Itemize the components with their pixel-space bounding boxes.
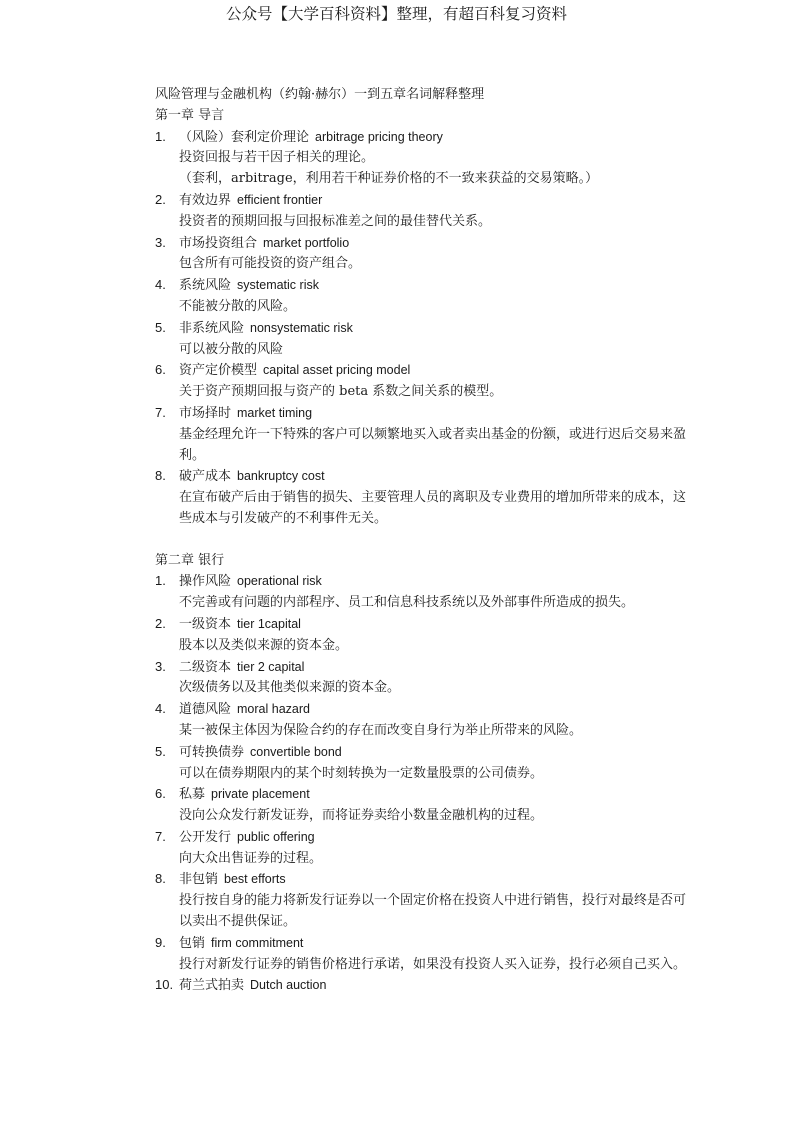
chapter-heading: 第二章 银行	[155, 552, 225, 568]
list-item	[155, 784, 695, 827]
item-number: 9.	[155, 934, 166, 950]
term-english: bankruptcy cost	[237, 469, 325, 484]
term-chinese: 操作风险	[179, 574, 232, 590]
term-chinese: 包销	[179, 935, 206, 951]
term-line	[179, 275, 695, 297]
term-definition: （套利，arbitrage，利用若干种证券价格的不一致来获益的交易策略。）	[179, 171, 599, 187]
term-definition: 投行按自身的能力将新发行证券以一个固定价格在投资人中进行销售，投行对最终是否可以卖出不提供保证。	[179, 893, 687, 930]
term-chinese: 荷兰式拍卖	[179, 978, 245, 994]
term-chinese: 市场投资组合	[179, 235, 258, 251]
list-item	[155, 614, 695, 657]
item-number: 8.	[155, 871, 166, 887]
term-line	[179, 933, 695, 955]
term-definition: 投行对新发行证券的销售价格进行承诺，如果没有投资人买入证券，投行必须自己买入。	[179, 956, 687, 972]
term-english: capital asset pricing model	[263, 363, 411, 378]
term-chinese: 非包销	[179, 872, 219, 888]
item-number: 2.	[155, 615, 166, 631]
item-number: 4.	[155, 277, 166, 293]
list-item	[155, 869, 695, 932]
item-number: 3.	[155, 234, 166, 250]
item-number: 7.	[155, 404, 166, 420]
item-number: 7.	[155, 828, 166, 844]
term-english: nonsystematic risk	[250, 320, 353, 335]
term-definition: 基金经理允许一下特殊的客户可以频繁地买入或者卖出基金的份额，或进行迟后交易来盈利。	[179, 426, 687, 463]
term-chinese: 非系统风险	[179, 320, 245, 336]
term-definition: 不完善或有问题的内部程序、员工和信息科技系统以及外部事件所造成的损失。	[179, 595, 635, 611]
term-line	[179, 571, 695, 593]
term-chinese: （风险）套利定价理论	[179, 129, 310, 145]
term-english: tier 2 capital	[237, 659, 305, 674]
term-chinese: 破产成本	[179, 469, 232, 485]
term-line	[179, 360, 695, 382]
term-english: convertible bond	[250, 744, 342, 759]
term-english: tier 1capital	[237, 616, 301, 631]
item-number: 4.	[155, 701, 166, 717]
document-body	[155, 85, 695, 997]
chapter-section	[155, 106, 695, 530]
term-chinese: 有效边界	[179, 192, 232, 208]
term-english: systematic risk	[237, 278, 319, 293]
term-line	[179, 699, 695, 721]
list-item	[155, 742, 695, 785]
item-number: 2.	[155, 191, 166, 207]
item-number: 1.	[155, 573, 166, 589]
item-number: 6.	[155, 786, 166, 802]
term-line	[179, 657, 695, 679]
term-line	[179, 869, 695, 891]
list-item	[155, 699, 695, 742]
list-item	[155, 127, 695, 190]
term-chinese: 可转换债券	[179, 744, 245, 760]
item-number: 8.	[155, 468, 166, 484]
term-chinese: 二级资本	[179, 659, 232, 675]
term-definition: 在宣布破产后由于销售的损失、主要管理人员的离职及专业费用的增加所带来的成本，这些成本与引发破产的不利事件无关。	[179, 490, 687, 526]
term-chinese: 一级资本	[179, 616, 232, 632]
term-definition: 包含所有可能投资的资产组合。	[179, 256, 362, 272]
term-line	[179, 190, 695, 212]
term-chinese: 资产定价模型	[179, 363, 258, 379]
list-item	[155, 933, 695, 976]
term-line	[179, 784, 695, 806]
term-english: best efforts	[224, 872, 286, 887]
term-english: efficient frontier	[237, 192, 323, 207]
term-definition: 某一被保主体因为保险合约的存在而改变自身行为举止所带来的风险。	[179, 722, 583, 738]
list-item	[155, 657, 695, 700]
term-chinese: 公开发行	[179, 829, 232, 845]
term-line	[179, 975, 695, 997]
list-item	[155, 827, 695, 870]
term-english: moral hazard	[237, 702, 310, 717]
term-definition: 投资回报与若干因子相关的理论。	[179, 150, 375, 166]
term-definition: 关于资产预期回报与资产的 beta 系数之间关系的模型。	[179, 384, 503, 400]
term-english: public offering	[237, 829, 315, 844]
term-chinese: 私募	[179, 787, 206, 803]
item-number: 10.	[155, 977, 174, 993]
term-line	[179, 614, 695, 636]
term-english: operational risk	[237, 574, 322, 589]
term-english: market timing	[237, 405, 313, 420]
list-item	[155, 233, 695, 276]
term-list	[155, 571, 695, 997]
list-item	[155, 975, 695, 997]
item-number: 5.	[155, 743, 166, 759]
term-definition: 次级债务以及其他类似来源的资本金。	[179, 680, 401, 696]
chapter-section	[155, 551, 695, 998]
item-number: 5.	[155, 319, 166, 335]
term-definition: 不能被分散的风险。	[179, 298, 297, 314]
term-definition: 可以在债券期限内的某个时刻转换为一定数量股票的公司债券。	[179, 765, 544, 781]
term-chinese: 系统风险	[179, 278, 232, 294]
list-item	[155, 275, 695, 318]
list-item	[155, 571, 695, 614]
term-english: Dutch auction	[250, 978, 327, 993]
term-line	[179, 318, 695, 340]
list-item	[155, 318, 695, 361]
chapter-heading: 第一章 导言	[155, 107, 225, 123]
list-item	[155, 466, 695, 529]
item-number: 1.	[155, 128, 166, 144]
term-line	[179, 742, 695, 764]
term-line	[179, 127, 695, 149]
term-definition: 投资者的预期回报与回报标准差之间的最佳替代关系。	[179, 213, 492, 229]
term-line	[179, 233, 695, 255]
term-english: market portfolio	[263, 235, 350, 250]
item-number: 3.	[155, 658, 166, 674]
list-item	[155, 403, 695, 466]
term-definition: 股本以及类似来源的资本金。	[179, 637, 349, 653]
term-line	[179, 466, 695, 488]
term-definition: 向大众出售证券的过程。	[179, 850, 323, 866]
term-chinese: 道德风险	[179, 702, 232, 718]
page-header: 公众号【大学百科资料】整理，有超百科复习资料	[225, 5, 567, 23]
item-number: 6.	[155, 362, 166, 378]
term-english: arbitrage pricing theory	[315, 129, 443, 144]
term-english: private placement	[211, 787, 310, 802]
term-line	[179, 827, 695, 849]
term-line	[179, 403, 695, 425]
document-title: 风险管理与金融机构（约翰·赫尔）一到五章名词解释整理	[155, 87, 485, 102]
term-definition: 没向公众发行新发证券，而将证券卖给小数量金融机构的过程。	[179, 808, 544, 824]
term-chinese: 市场择时	[179, 405, 232, 421]
term-english: firm commitment	[211, 935, 304, 950]
chapter-list	[155, 106, 695, 997]
term-definition: 可以被分散的风险	[179, 341, 284, 357]
list-item	[155, 190, 695, 233]
list-item	[155, 360, 695, 403]
term-list	[155, 127, 695, 530]
